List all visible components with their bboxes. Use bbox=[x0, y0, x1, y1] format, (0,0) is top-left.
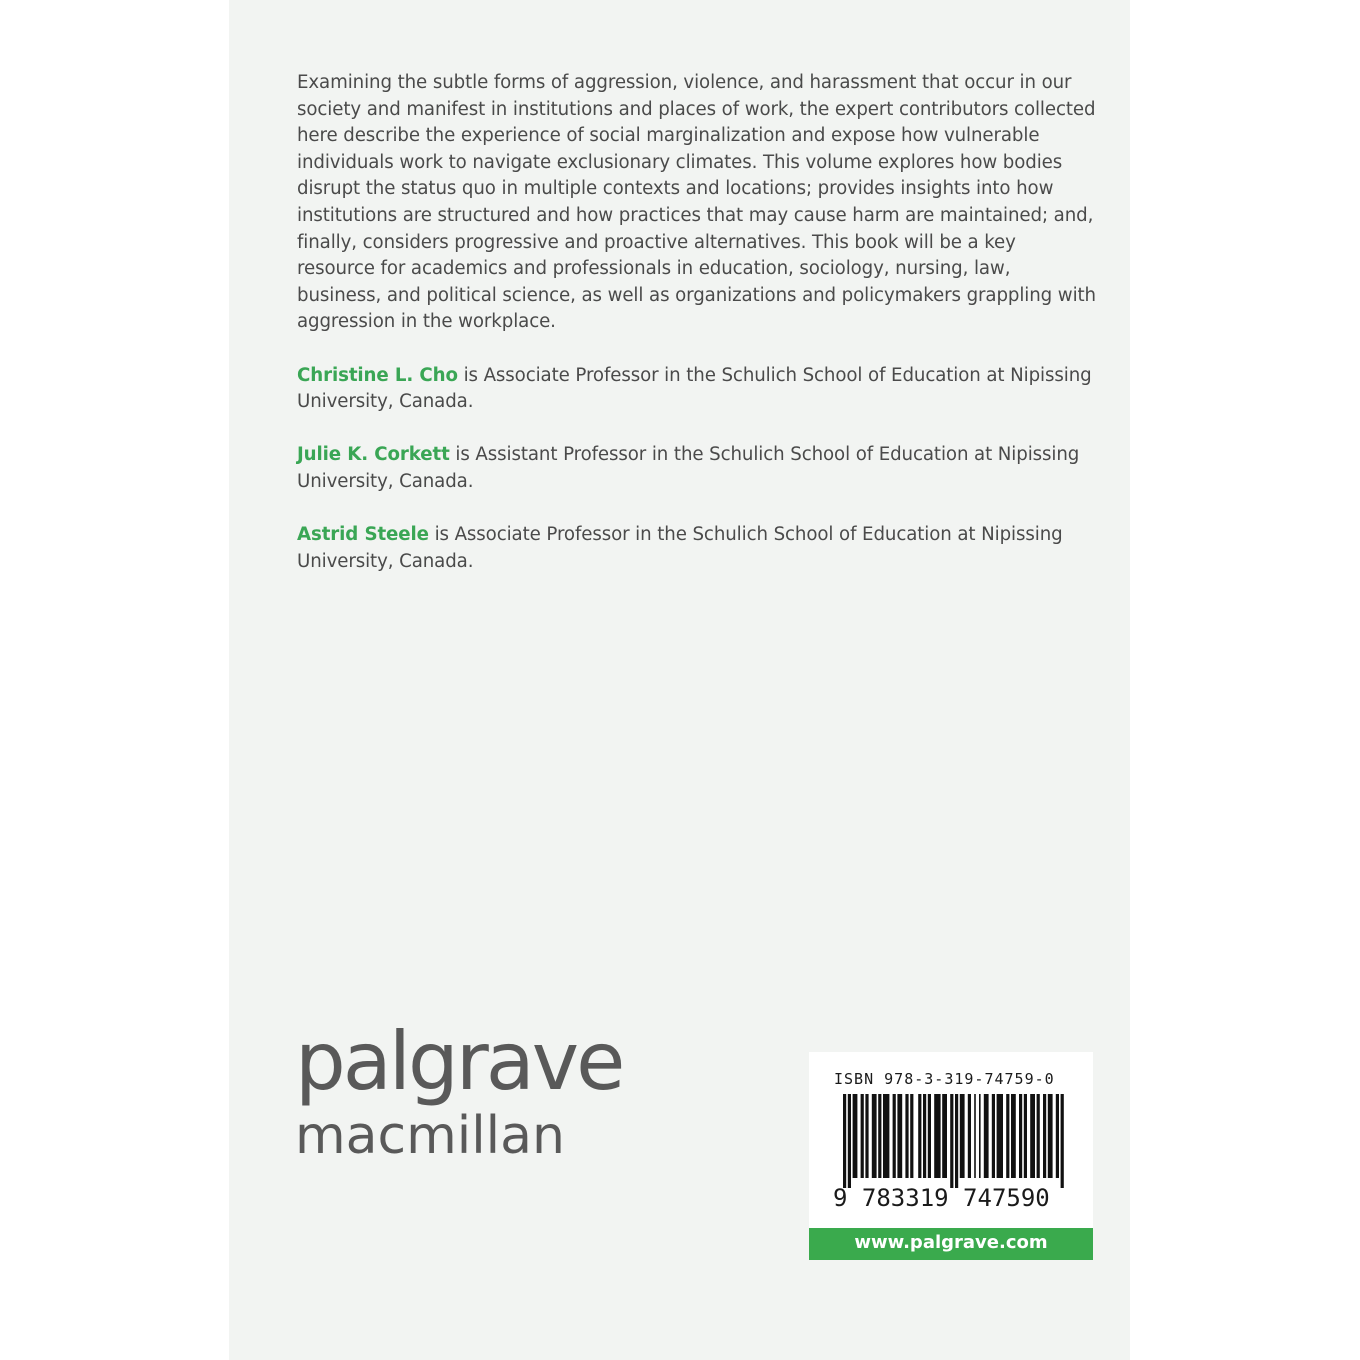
barcode-bar bbox=[942, 1094, 947, 1178]
barcode-bar bbox=[843, 1094, 846, 1188]
barcode-bar bbox=[883, 1094, 889, 1178]
author-bio-text: is Associate Professor in the Schulich School of Education at Nipissing University, Canada. bbox=[297, 524, 1063, 572]
barcode-bar bbox=[872, 1094, 877, 1178]
author-name: Julie K. Corkett bbox=[297, 444, 450, 466]
author-bio-1 bbox=[297, 363, 1097, 416]
cover-text bbox=[297, 70, 1097, 602]
back-cover bbox=[229, 0, 1130, 1360]
author-bio-text: is Associate Professor in the Schulich School of Education at Nipissing University, Canada. bbox=[297, 364, 1092, 413]
barcode-bar bbox=[865, 1094, 868, 1178]
barcode-bar bbox=[1011, 1094, 1016, 1178]
barcode-bar bbox=[923, 1094, 926, 1178]
barcode-digits: 9 783319 747590 bbox=[833, 1184, 1050, 1212]
author-name: Astrid Steele bbox=[297, 524, 429, 546]
barcode-icon bbox=[829, 1092, 1079, 1188]
barcode-bar bbox=[979, 1094, 981, 1178]
barcode-bar bbox=[1048, 1094, 1053, 1178]
barcode-bar bbox=[1043, 1094, 1046, 1178]
book-description: Examining the subtle forms of aggression, violence, and harassment that occur in our society and manifest in institutions and places of work, the expert contributors collected here describe the experience of social marginalization and expose how vulnerable individuals work to navigate exclusionary climates. This volume explores how bodies disrupt the status quo in multiple contexts and locations; provides insights into how institutions are structured and how practices that may cause harm are maintained; and, finally, considers progressive and proactive alternatives. This book will be a key resource for academics and professionals in education, sociology, nursing, law, business, and political science, as well as organizations and policymakers grappling with aggression in the workplace. bbox=[297, 72, 1096, 333]
barcode-bar bbox=[992, 1094, 995, 1178]
barcode-bar bbox=[910, 1094, 913, 1178]
barcode-bar bbox=[984, 1094, 989, 1178]
barcode-bar bbox=[1006, 1094, 1009, 1178]
barcode-bar bbox=[928, 1094, 931, 1178]
barcode-bar bbox=[905, 1094, 908, 1178]
barcode-bar bbox=[1056, 1094, 1059, 1178]
barcode-bar bbox=[893, 1094, 896, 1178]
barcode-bar bbox=[853, 1094, 858, 1178]
barcode-bar bbox=[997, 1094, 1003, 1178]
barcode-bar bbox=[1061, 1094, 1064, 1188]
publisher-logo bbox=[295, 1015, 623, 1166]
author-bio-text: is Assistant Professor in the Schulich School of Education at Nipissing University, Canada. bbox=[297, 444, 1080, 492]
barcode-bar bbox=[1030, 1094, 1035, 1178]
barcode-bar bbox=[955, 1094, 958, 1188]
barcode-bar bbox=[897, 1094, 902, 1178]
barcode-bar bbox=[1019, 1094, 1022, 1178]
barcode-bar bbox=[1037, 1094, 1040, 1178]
barcode-bar bbox=[950, 1094, 953, 1188]
barcode-bar bbox=[968, 1094, 971, 1178]
barcode-bar bbox=[918, 1094, 921, 1178]
barcode-bar bbox=[974, 1094, 976, 1178]
barcode-box bbox=[809, 1052, 1093, 1228]
logo-line-palgrave: palgrave bbox=[295, 1015, 623, 1108]
barcode-bar bbox=[934, 1094, 940, 1178]
author-bio-3 bbox=[297, 522, 1097, 575]
barcode-bar bbox=[960, 1094, 965, 1178]
barcode-bar bbox=[1024, 1094, 1027, 1178]
isbn-label: ISBN 978-3-319-74759-0 bbox=[834, 1070, 1055, 1088]
website-banner: www.palgrave.com bbox=[809, 1228, 1093, 1260]
author-name: Christine L. Cho bbox=[297, 364, 458, 386]
barcode-bar bbox=[878, 1094, 881, 1178]
barcode-bar bbox=[848, 1094, 851, 1188]
logo-line-macmillan: macmillan bbox=[295, 1106, 565, 1166]
barcode-bar bbox=[861, 1094, 864, 1178]
author-bio-2 bbox=[297, 442, 1097, 495]
